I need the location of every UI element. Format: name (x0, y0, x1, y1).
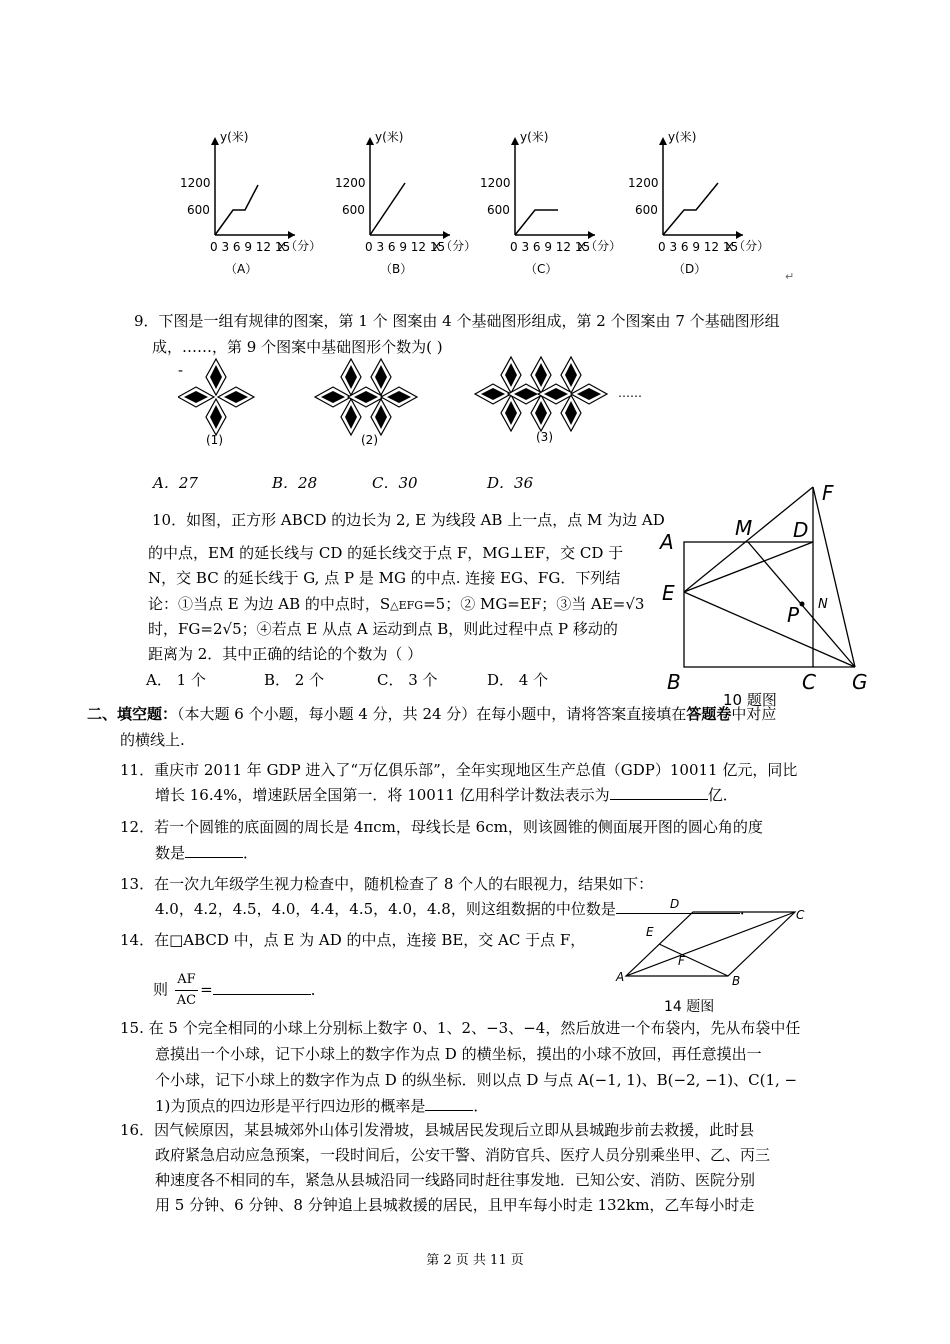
fig14-label-c: C (796, 908, 805, 922)
q9-option-a: A．27 (153, 474, 198, 492)
q10-figure (655, 482, 880, 712)
q16-line4: 用 5 分钟、6 分钟、8 分钟追上县城救援的居民，且甲车每小时走 132km，乙车每小时走 (155, 1196, 755, 1214)
y-axis-label: y(米) (220, 130, 249, 144)
x-axis-label: x（分） (278, 239, 322, 253)
q9-line2: 成，……，第 9 个图案中基础图形个数为( ) (152, 338, 443, 356)
graph-label-d: （D） (673, 262, 707, 276)
q14-fraction: $\frac{AF}{AC}$ (176, 972, 197, 1008)
q12-line2: 数是 ． (155, 844, 259, 862)
fig14-label-f: F (678, 954, 685, 968)
q11-line1: 11．重庆市 2011 年 GDP 进入了“万亿俱乐部”，全年实现地区生产总值（GDP）10011 亿元，同比 (120, 761, 798, 779)
fig14-label-d: D (670, 897, 680, 911)
pattern-label-2: (2) (361, 433, 378, 447)
fig14-label-b: B (732, 974, 741, 988)
pattern-label-3: (3) (536, 430, 553, 444)
fig10-label-c: C (802, 670, 816, 694)
fig10-label-d: D (793, 518, 809, 542)
q9-option-d: D．36 (487, 474, 534, 492)
q15-line1: 15. 在 5 个完全相同的小球上分别标上数字 0、1、2、−3、−4，然后放进一个布袋内，先从布袋中任 (120, 1019, 801, 1037)
fig10-label-n: N (818, 597, 828, 612)
q13-line2: 4.0，4.2，4.5，4.0，4.4，4.5，4.0，4.8，则这组数据的中位数是 ． (155, 900, 755, 918)
pattern-1 (178, 359, 254, 435)
q10-line1: 10．如图，正方形 ABCD 的边长为 2, E 为线段 AB 上一点，点 M 为边 AD (152, 511, 665, 529)
fig14-label-e: E (646, 925, 654, 939)
y-tick-600: 600 (635, 203, 658, 217)
fig14-label-a: A (616, 970, 625, 984)
graph-label-b: （B） (380, 262, 413, 276)
y-axis-label: y(米) (375, 130, 404, 144)
fig10-label-g: G (852, 670, 868, 694)
q15-line4: 1)为顶点的四边形是平行四边形的概率是 ． (155, 1097, 489, 1115)
pattern-ellipsis: …… (618, 386, 642, 400)
pattern-3 (475, 357, 607, 431)
q10-line2: 的中点，EM 的延长线与 CD 的延长线交于点 F，MG⊥EF，交 CD 于 (148, 544, 624, 562)
y-axis-label: y(米) (668, 130, 697, 144)
x-ticks: 0 3 6 9 12 15 (510, 240, 591, 254)
q15-line2: 意摸出一个小球，记下小球上的数字作为点 D 的横坐标，摸出的小球不放回，再任意摸出一 (155, 1045, 762, 1063)
pattern-label-1: (1) (206, 433, 223, 447)
q16-line3: 种速度各不相同的车，紧急从县城沿同一线路同时赶往事发地．已知公安、消防、医院分别 (155, 1171, 756, 1189)
q10-line3: N，交 BC 的延长线于 G, 点 P 是 MG 的中点. 连接 EG、FG．下列结 (148, 569, 621, 587)
y-axis-label: y(米) (520, 130, 549, 144)
section2-line2: 的横线上. (120, 731, 185, 749)
q15-line3: 个小球，记下小球上的数字作为点 D 的纵坐标．则以点 D 与点 A(−1, 1)、B(−2, −1)、C(1, − (155, 1071, 798, 1089)
page-footer: 第 2 页 共 11 页 (426, 1253, 524, 1268)
graphs-row (170, 125, 800, 285)
y-tick-1200: 1200 (628, 176, 659, 190)
fig10-label-a: A (660, 530, 674, 554)
q9-option-b: B．28 (272, 474, 318, 492)
fig10-label-e: E (662, 581, 675, 605)
q10-option-b: B． 2 个 (264, 671, 325, 689)
q16-line2: 政府紧急启动应急预案，一段时间后，公安干警、消防官兵、医疗人员分别乘坐甲、乙、丙三 (155, 1146, 771, 1164)
x-axis-label: x（分） (578, 239, 622, 253)
q10-line6: 距离为 2．其中正确的结论的个数为（ ） (148, 645, 423, 663)
q10-line5: 时，FG=2√5；④若点 E 从点 A 运动到点 B，则此过程中点 P 移动的 (148, 620, 618, 638)
q10-option-d: D． 4 个 (487, 671, 549, 689)
q16-line1: 16．因气候原因，某县城郊外山体引发滑坡，县城居民发现后立即从县城跑步前去救援，此时县 (120, 1121, 755, 1139)
y-tick-600: 600 (487, 203, 510, 217)
fig10-label-b: B (667, 670, 681, 694)
q10-line4: 论：①当点 E 为边 AB 的中点时，S△EFG=5；② MG=EF；③当 AE=√3 (148, 595, 645, 613)
q9-dash: - (178, 361, 184, 379)
x-ticks: 0 3 6 9 12 15 (365, 240, 446, 254)
fig10-caption: 10 题图 (723, 691, 777, 709)
q9-option-c: C．30 (372, 474, 418, 492)
x-ticks: 0 3 6 9 12 15 (210, 240, 291, 254)
x-ticks: 0 3 6 9 12 15 (658, 240, 739, 254)
y-tick-1200: 1200 (480, 176, 511, 190)
q11-line2: 增长 16.4%，增速跃居全国第一．将 10011 亿用科学计数法表示为 亿． (155, 786, 738, 804)
section2-heading: 二、填空题：（本大题 6 个小题，每小题 4 分，共 24 分）在每小题中，请将答案直接填在答题卷中对应 (87, 705, 777, 723)
q14-line2: 则 $\frac{AF}{AC}$ = ． (153, 970, 326, 1011)
y-tick-1200: 1200 (180, 176, 211, 190)
fig10-label-m: M (735, 516, 753, 540)
q10-option-c: C． 3 个 (377, 671, 438, 689)
fig10-label-p: P (787, 603, 800, 627)
q14-line1: 14．在□ABCD 中，点 E 为 AD 的中点，连接 BE，交 AC 于点 F， (120, 931, 586, 949)
q10-option-a: A． 1 个 (146, 671, 206, 689)
q13-line1: 13．在一次九年级学生视力检查中，随机检查了 8 个人的右眼视力，结果如下： (120, 875, 654, 893)
x-axis-label: x（分） (433, 239, 477, 253)
graph-label-c: （C） (525, 262, 558, 276)
q14-figure (612, 893, 812, 1018)
fig10-label-f: F (822, 482, 834, 505)
graph-a (180, 129, 321, 276)
graph-d (628, 129, 769, 276)
x-axis-label: x（分） (726, 239, 770, 253)
q12-line1: 12．若一个圆锥的底面圆的周长是 4πcm，母线长是 6cm，则该圆锥的侧面展开图的圆心角的度 (120, 818, 763, 836)
pattern-2 (315, 359, 417, 435)
graph-label-a: （A） (225, 262, 258, 276)
graph-c (480, 129, 621, 276)
fig14-caption: 14 题图 (664, 999, 715, 1015)
return-mark: ↵ (785, 270, 795, 283)
q9-line1: 9．下图是一组有规律的图案，第 1 个 图案由 4 个基础图形组成，第 2 个图案由 7 个基础图形组 (134, 312, 780, 330)
y-tick-600: 600 (187, 203, 210, 217)
y-tick-1200: 1200 (335, 176, 366, 190)
q9-patterns (178, 355, 658, 455)
y-tick-600: 600 (342, 203, 365, 217)
graph-b (335, 129, 476, 276)
